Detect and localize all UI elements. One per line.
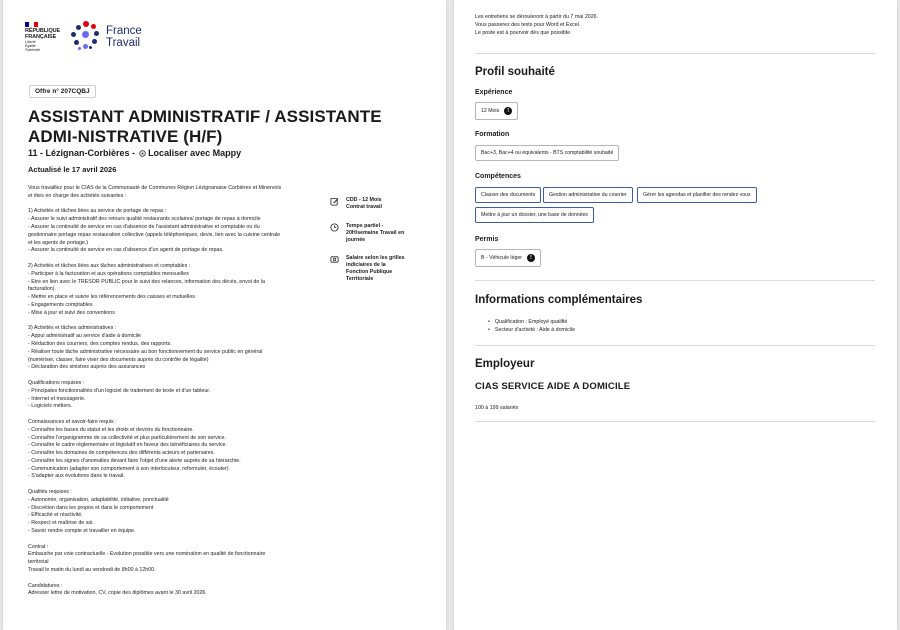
formation-value: Bac+3, Bac+4 ou équivalents - BTS comptabilité souhaité: [481, 150, 614, 156]
employer-size: 100 à 199 salariés: [475, 405, 519, 411]
interview-notes: [475, 13, 855, 37]
republique-motto: Liberté Égalité Fraternité: [25, 40, 40, 52]
extra-info-title: Informations complémentaires: [475, 294, 643, 306]
divider: [475, 53, 875, 54]
updated-date: Actualisé le 17 avril 2026: [28, 165, 117, 174]
contract-info-text: CDD - 12 Mois Contrat travail: [346, 197, 382, 210]
note-line: Le poste est à pourvoir dès que possible.: [475, 30, 572, 36]
extra-info-list: [488, 318, 575, 334]
permis-label: Permis: [475, 236, 499, 243]
note-line: Les entretiens se dérouleront à partir du 7 mai 2026.: [475, 14, 599, 20]
info-icon[interactable]: !: [527, 254, 535, 262]
competence-chip: Gérer les agendas et planifier des rendez vous: [637, 187, 757, 203]
info-icon[interactable]: !: [504, 107, 512, 115]
formation-chip: [475, 145, 619, 161]
republique-line2: FRANÇAISE: [25, 33, 57, 40]
experience-value: 12 Mois: [481, 108, 500, 114]
offer-title: ASSISTANT ADMINISTRATIF / ASSISTANTE ADMI-NISTRATIVE (H/F): [28, 107, 382, 146]
mappy-link[interactable]: Localiser avec Mappy: [148, 148, 242, 158]
experience-chip: [475, 102, 518, 120]
formation-label: Formation: [475, 131, 510, 138]
permis-chip: [475, 249, 541, 267]
offer-description: Vous travaillez pour le CIAS de la Communauté de Communes Région Lézignanaise Corbières et Minervois et êtes en charge des activités suivantes : 1) Activités et tâches liées au service de portage de repas : - Assurer le suivi administratif des retours qualité restaurants scolaires/ portage de repas à domicile - Assurer la continuité de service en cas d'absence de l'assistant administrative et comptable ou du gestionnaire portage repas restauration collective (appels téléphoniques, devis, lien avec la cuisine centrale et les agents de portage.) - Assurer la continuité de service en cas d'absence d'un agent de portage de repas. 2) Activités et tâches liées aux tâches administratives et comptables : - Participer à la facturation et aux opérations comptables mensuelles - Etre en lien avec le TRESOR PUBLIC pour le suivi des relances, information des décès, envoi de la facturation). - Mettre en place et suivre les référencements des caisses et mutuelles - Engagements comptables - Mise à jour et suivi des conventions 3) Activités et tâches administratives : - Appui administratif au service d'aide à domicile - Rédaction des courriers, des comptes rendus, des rapports. - Réaliser toute tâche administrative nécessaire au bon fonctionnement du service public en général (numériser, classer, faire viser des documents auprès du contrôle de légalité) - Déclaration des sinistres auprès des assurances Qualifications requises : - Principales fonctionnalités d'un logiciel de traitement de texte et d'un tableur. - Internet et messagerie. - Logiciels métiers. Connaissances et savoir-faire requis : - Connaître les bases du statut et les droits et devoirs du fonctionnaire. - Connaître l'organigramme de sa collectivité et plus particulièrement de son service. - Connaître le cadre réglementaire et législatif en faveur des bénéficiaires du service. - Connaître les domaines de compétences des différents acteurs et partenaires. - Connaître les signes d'anomalies devant faire l'objet d'une alerte auprès de sa hiérarchie. - Communication (adapter son comportement à son interlocuteur, reformuler, écouter). - S'adapter aux évolutions dans le travail. Qualités requises : - Autonomie, organisation, adaptabilité, initiative, ponctualité - Discrétion dans les propos et dans le comportement - Efficacité et réactivité. - Respect et maîtrise de soi. - Savoir rendre compte et travailler en équipe. Contrat : Embauche par voie contractuelle - Evolution possible vers une nomination en qualité de fonctionnaire territorial Travail le matin du lundi au vendredi de 8h00 à 12h00. Candidatures : Adresser lettre de motivation, CV, copie des diplômes avant le 30 avril 2026.: [28, 185, 282, 597]
france-travail-line2: Travail: [106, 37, 141, 49]
document-page-1: [3, 0, 446, 630]
offer-location: [28, 148, 241, 158]
salary-icon: [330, 255, 339, 264]
divider: [475, 421, 875, 422]
experience-label: Expérience: [475, 89, 513, 96]
competence-chip: Classer des documents: [475, 187, 541, 203]
map-pin-icon: [139, 150, 146, 157]
offer-number: Offre n° 207CQBJ: [29, 85, 96, 98]
schedule-info-text: Temps partiel - 20H/semaine Travail en journée: [346, 223, 405, 243]
contract-edit-icon: [330, 197, 339, 206]
republique-francaise-logo: [25, 22, 65, 52]
clock-icon: [330, 223, 339, 232]
french-flag-icon: [25, 22, 38, 27]
france-travail-dots-icon: [70, 20, 102, 52]
location-text: 11 - Lézignan-Corbières -: [28, 148, 136, 158]
competence-chip: Gestion administrative du courrier: [543, 187, 633, 203]
republique-line1: RÉPUBLIQUE: [25, 28, 61, 34]
salary-info-text: Salaire selon les grilles indiciaires de la Fonction Publique Territoriale: [346, 255, 405, 282]
divider: [475, 280, 875, 281]
document-page-2: [454, 0, 897, 630]
competences-label: Compétences: [475, 173, 521, 180]
competence-chip: Mettre à jour un dossier, une base de données: [475, 207, 594, 223]
note-line: Vous passerez des tests pour Word et Excel.: [475, 22, 581, 28]
list-item: • Secteur d'activité : Aide à domicile: [488, 326, 575, 334]
profile-title: Profil souhaité: [475, 66, 555, 78]
employer-title: Employeur: [475, 358, 535, 370]
list-item: • Qualification : Employé qualifié: [488, 318, 575, 326]
divider: [475, 345, 875, 346]
employer-name: CIAS SERVICE AIDE A DOMICILE: [475, 381, 631, 392]
permis-value: B - Véhicule léger: [481, 255, 522, 261]
france-travail-logo: [70, 20, 150, 58]
france-travail-line1: France: [106, 25, 142, 37]
